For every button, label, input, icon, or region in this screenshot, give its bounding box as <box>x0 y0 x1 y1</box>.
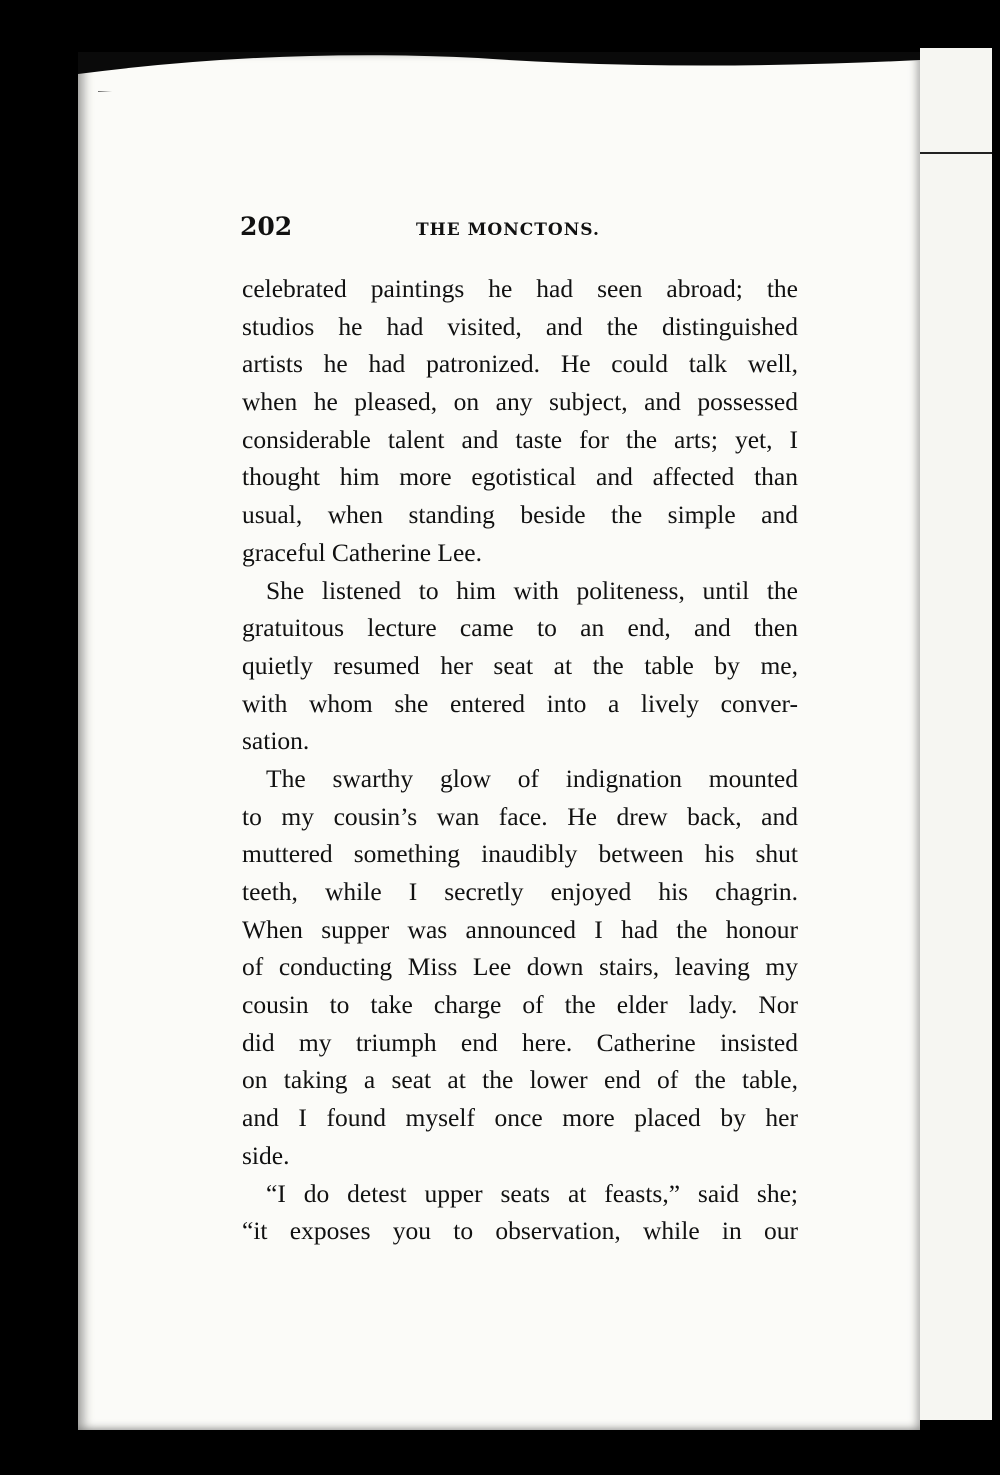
text-line: The swarthy glow of indignation mounted <box>266 763 798 793</box>
text-line: teeth, while I secretly enjoyed his chagrin. <box>242 877 798 906</box>
text-line: “I do detest upper seats at feasts,” said she; <box>266 1178 798 1208</box>
page-top-edge <box>78 52 920 92</box>
text-line: graceful Catherine Lee. <box>242 537 482 567</box>
text-line: considerable talent and taste for the arts; yet, I <box>242 424 798 454</box>
page-number: 202 <box>240 212 293 241</box>
text-line: quietly resumed her seat at the table by me, <box>242 650 798 680</box>
text-line: cousin to take charge of the elder lady. Nor <box>242 990 798 1020</box>
text-line: sation. <box>242 726 310 756</box>
book-title: THE MONCTONS. <box>416 220 600 240</box>
text-line: muttered something inaudibly between his shut <box>242 839 798 869</box>
text-line: gratuitous lecture came to an end, and then <box>242 613 798 643</box>
text-line: to my cousin’s wan face. He drew back, and <box>242 801 798 831</box>
text-line: usual, when standing beside the simple and <box>242 500 798 530</box>
text-line: of conducting Miss Lee down stairs, leaving my <box>242 952 798 982</box>
strip-rule <box>920 152 992 154</box>
text-line: artists he had patronized. He could talk well, <box>242 349 798 379</box>
text-line: “it exposes you to observation, while in our <box>242 1216 798 1246</box>
adjacent-page-strip <box>920 48 992 1420</box>
body-text <box>242 270 798 1250</box>
text-line: thought him more egotistical and affected than <box>242 462 798 492</box>
text-line: side. <box>242 1140 290 1170</box>
text-line: with whom she entered into a lively conver- <box>242 688 798 718</box>
text-line: celebrated paintings he had seen abroad; the <box>242 274 798 303</box>
text-line: did my triumph end here. Catherine insisted <box>242 1027 798 1057</box>
text-line: When supper was announced I had the honour <box>242 914 798 944</box>
text-line: on taking a seat at the lower end of the table, <box>242 1065 798 1095</box>
text-line: studios he had visited, and the distinguished <box>242 311 798 341</box>
text-line: when he pleased, on any subject, and possessed <box>242 387 798 417</box>
text-line: She listened to him with politeness, until the <box>266 575 798 605</box>
text-line: and I found myself once more placed by her <box>242 1103 798 1133</box>
running-head <box>240 212 800 246</box>
